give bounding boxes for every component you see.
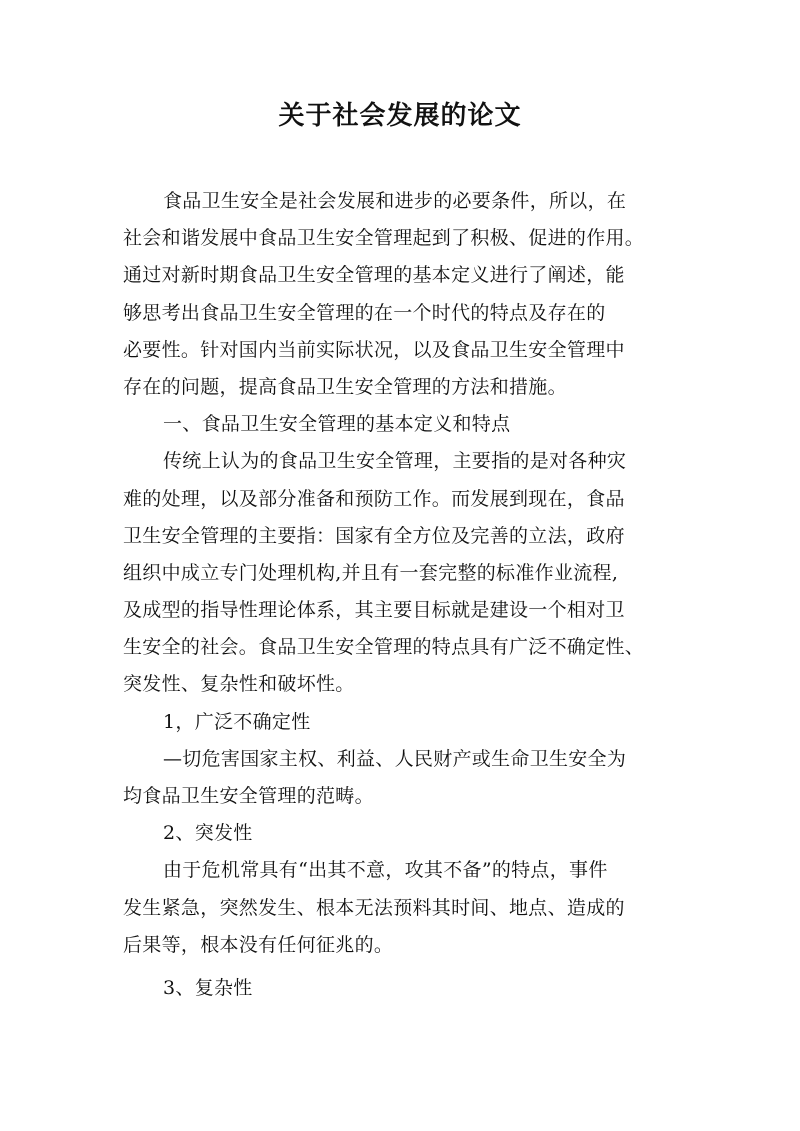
paragraph-line: 够思考出食品卫生安全管理的在一个时代的特点及存在的 bbox=[123, 301, 606, 324]
paragraph-line: 社会和谐发展中食品卫生安全管理起到了积极、促进的作用。 bbox=[123, 227, 645, 250]
section-heading: 一、食品卫生安全管理的基本定义和特点 bbox=[163, 413, 511, 436]
subsection-heading: 2、突发性 bbox=[163, 822, 253, 845]
paragraph-line: 及成型的指导性理论体系，其主要目标就是建设一个相对卫 bbox=[123, 599, 625, 622]
paragraph-line: 存在的问题，提高食品卫生安全管理的方法和措施。 bbox=[123, 375, 567, 398]
paragraph-line: 由于危机常具有“出其不意，攻其不备”的特点，事件 bbox=[163, 859, 608, 882]
paragraph-line: 均食品卫生安全管理的范畴。 bbox=[123, 785, 374, 807]
paragraph-line: 生安全的社会。食品卫生安全管理的特点具有广泛不确定性、 bbox=[123, 636, 645, 659]
subsection-heading: 1，广泛不确定性 bbox=[163, 710, 311, 733]
paragraph-line: 通过对新时期食品卫生安全管理的基本定义进行了阐述，能 bbox=[123, 264, 625, 287]
paragraph-line: 食品卫生安全是社会发展和进步的必要条件，所以，在 bbox=[163, 190, 627, 212]
paragraph-line: 组织中成立专门处理机构,并且有一套完整的标准作业流程, bbox=[123, 561, 619, 584]
paragraph-line: 难的处理，以及部分准备和预防工作。而发展到现在，食品 bbox=[123, 487, 625, 510]
paragraph-line: —切危害国家主权、利益、人民财产或生命卫生安全为 bbox=[163, 747, 627, 770]
paragraph-line: 卫生安全管理的主要指：国家有全方位及完善的立法，政府 bbox=[123, 524, 625, 547]
paragraph-line: 突发性、复杂性和破坏性。 bbox=[123, 673, 355, 696]
document-title: 关于社会发展的论文 bbox=[278, 101, 522, 131]
paragraph-line: 必要性。针对国内当前实际状况，以及食品卫生安全管理中 bbox=[123, 338, 625, 361]
paragraph-line: 发生紧急，突然发生、根本无法预料其时间、地点、造成的 bbox=[123, 896, 625, 919]
paragraph-line: 后果等，根本没有任何征兆的。 bbox=[123, 933, 394, 956]
document-body bbox=[123, 183, 683, 1007]
paragraph-line: 传统上认为的食品卫生安全管理，主要指的是对各种灾 bbox=[163, 450, 627, 473]
subsection-heading: 3、复杂性 bbox=[163, 976, 253, 999]
